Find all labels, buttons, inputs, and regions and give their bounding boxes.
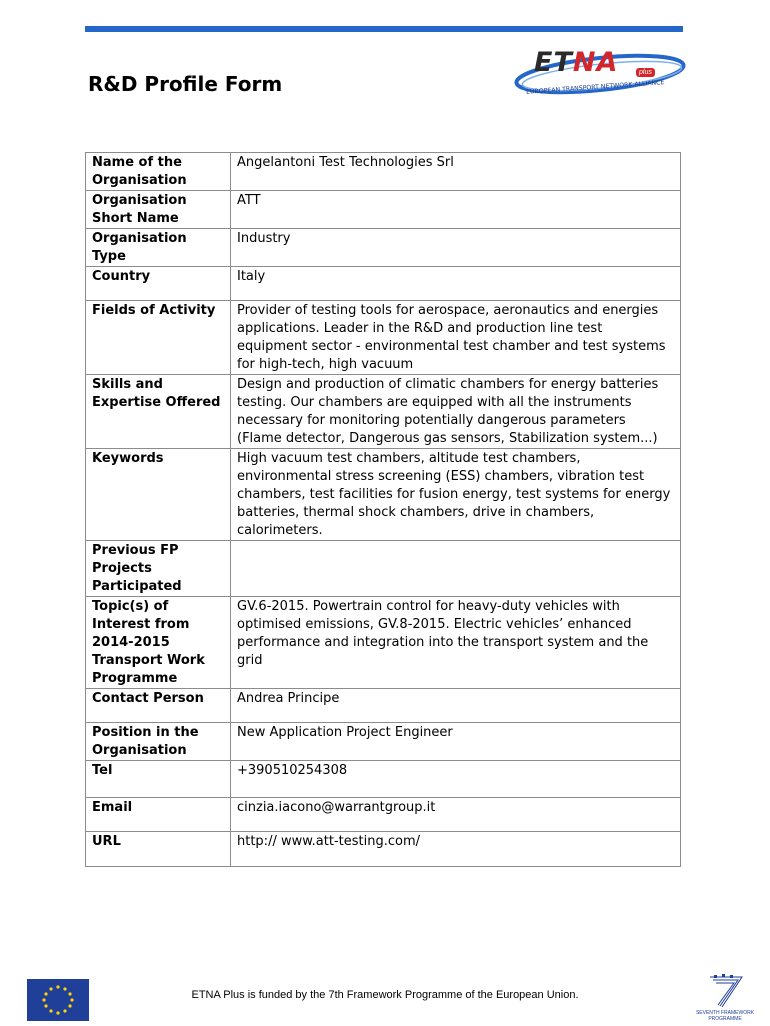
table-row (86, 798, 681, 832)
footer-text: ETNA Plus is funded by the 7th Framework Programme of the European Union. (191, 989, 579, 1001)
field-label: Organisation Type (86, 229, 231, 267)
fp7-logo (692, 973, 758, 1023)
logo-wordmark (534, 47, 618, 78)
field-value: Italy (231, 267, 681, 301)
table-row (86, 597, 681, 689)
table-row (86, 541, 681, 597)
field-value: Angelantoni Test Technologies Srl (231, 153, 681, 191)
fp7-label-line2: PROGRAMME (708, 1016, 742, 1022)
profile-form-table (85, 152, 681, 867)
table-row (86, 689, 681, 723)
table-row (86, 375, 681, 449)
field-value: New Application Project Engineer (231, 723, 681, 761)
header-bar (85, 26, 683, 32)
page-title: R&D Profile Form (88, 72, 283, 96)
field-label: Keywords (86, 449, 231, 541)
field-value (231, 541, 681, 597)
field-label: Name of the Organisation (86, 153, 231, 191)
table-row (86, 761, 681, 798)
field-value: ATT (231, 191, 681, 229)
table-row (86, 301, 681, 375)
logo-subtitle: EUROPEAN TRANSPORT NETWORK ALLIANCE (525, 79, 665, 96)
logo-wordmark-black: ET (534, 47, 573, 78)
table-row (86, 229, 681, 267)
fp7-label (692, 1010, 758, 1022)
field-label: Country (86, 267, 231, 301)
field-value: High vacuum test chambers, altitude test chambers, environmental stress screening (ESS) chambers, vibration test chambers, test facilities for fusion energy, test systems for energy batteries, thermal shock chambers, drive in chambers, calorimeters. (231, 449, 681, 541)
field-value: Design and production of climatic chambers for energy batteries testing. Our chambers are equipped with all the instruments necessary for monitoring potentially dangerous parameters (Flame detector, Dangerous gas sensors, Stabilization system...) (231, 375, 681, 449)
field-label: Topic(s) of Interest from 2014-2015 Transport Work Programme (86, 597, 231, 689)
logo-plus-badge: plus (636, 68, 655, 77)
field-label: Contact Person (86, 689, 231, 723)
table-row (86, 723, 681, 761)
table-row (86, 267, 681, 301)
fp7-seven-icon (692, 973, 758, 1009)
field-label: Position in the Organisation (86, 723, 231, 761)
field-label: Email (86, 798, 231, 832)
etna-plus-logo (506, 44, 688, 104)
field-label: Organisation Short Name (86, 191, 231, 229)
field-value: GV.6-2015. Powertrain control for heavy-duty vehicles with optimised emissions, GV.8-2015. Electric vehicles’ enhanced performance and integration into the transport system and the grid (231, 597, 681, 689)
field-value: +390510254308 (231, 761, 681, 798)
field-value: Andrea Principe (231, 689, 681, 723)
field-value: Provider of testing tools for aerospace, aeronautics and energies applications. Leader in the R&D and production line test equipment sector - environmental test chamber and test systems for high-tech, high vacuum (231, 301, 681, 375)
field-value: Industry (231, 229, 681, 267)
field-label: Fields of Activity (86, 301, 231, 375)
table-row (86, 191, 681, 229)
email-value[interactable]: cinzia.iacono@warrantgroup.it (231, 798, 681, 832)
fp7-label-line1: SEVENTH FRAMEWORK (695, 1010, 755, 1016)
logo-wordmark-red: NA (572, 47, 619, 78)
table-row (86, 832, 681, 867)
url-value[interactable]: http:// www.att-testing.com/ (231, 832, 681, 867)
field-label: Previous FP Projects Participated (86, 541, 231, 597)
table-row (86, 449, 681, 541)
field-label: Skills and Expertise Offered (86, 375, 231, 449)
field-label: URL (86, 832, 231, 867)
field-label: Tel (86, 761, 231, 798)
table-row (86, 153, 681, 191)
